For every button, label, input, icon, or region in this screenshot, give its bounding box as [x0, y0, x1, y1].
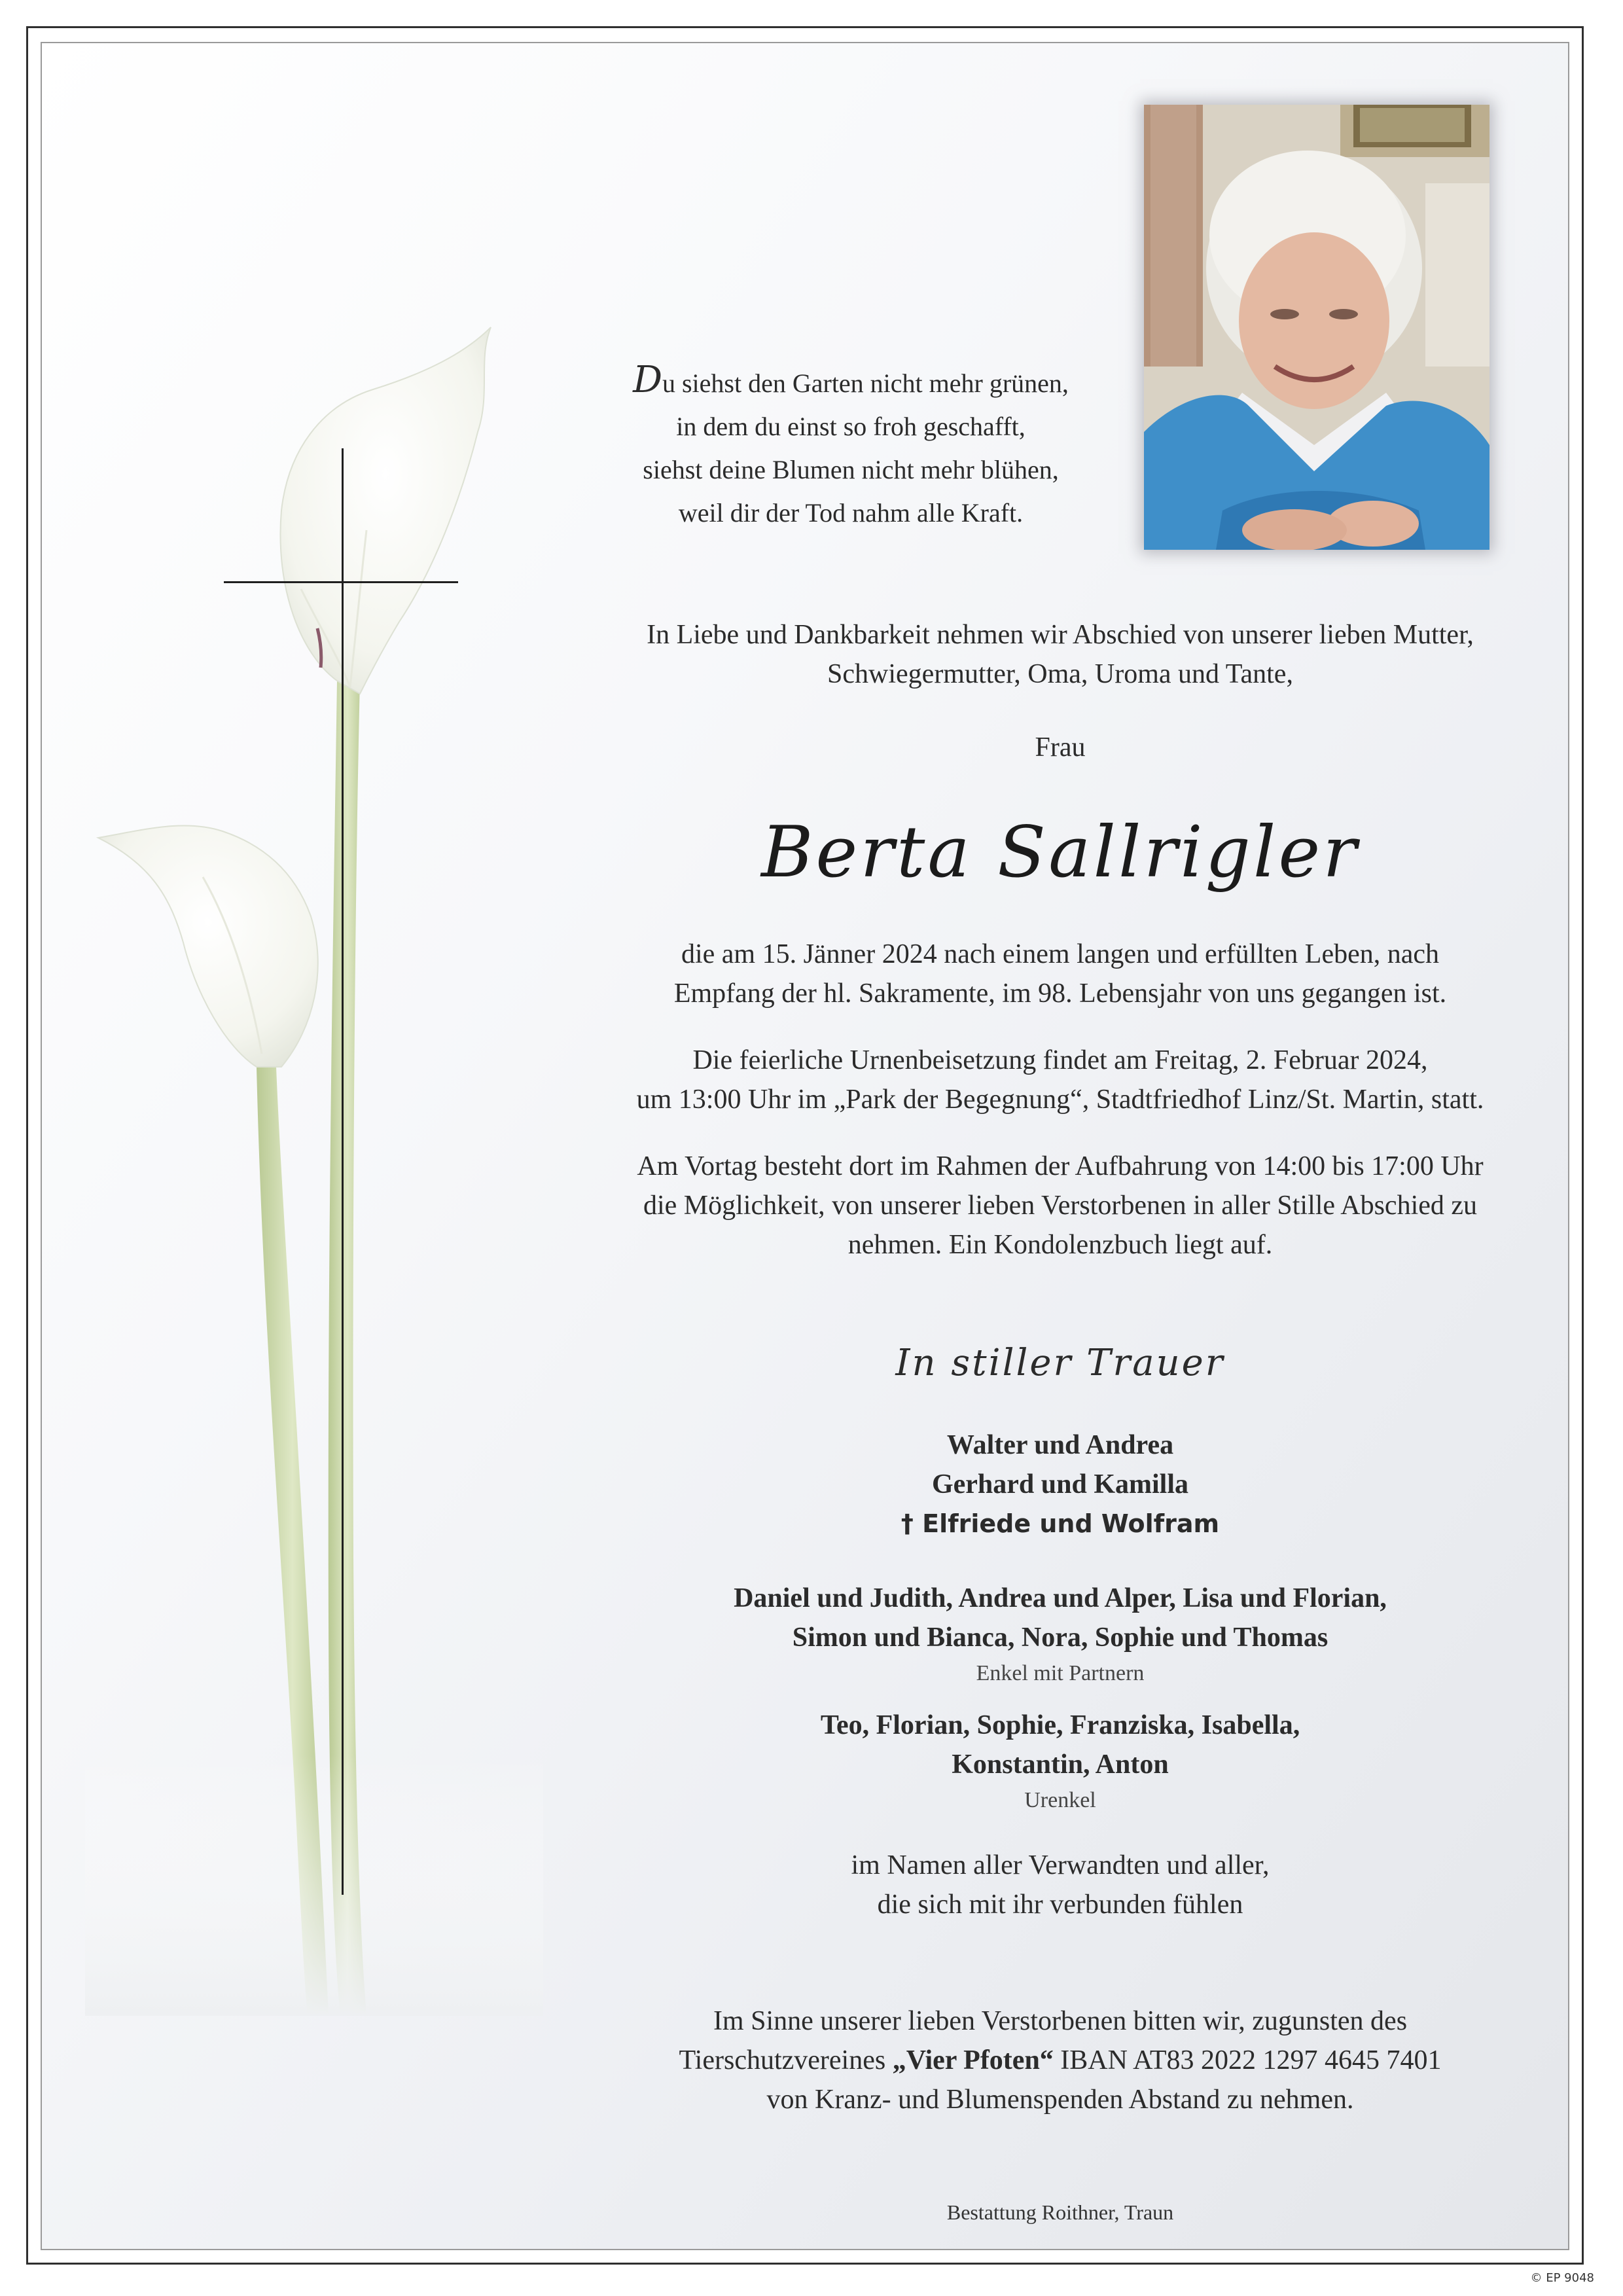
- poem-line-2: in dem du einst so froh geschafft,: [676, 412, 1026, 441]
- poem-line-3: siehst deine Blumen nicht mehr blühen,: [643, 455, 1059, 484]
- cross-vertical: [342, 448, 344, 1895]
- calla-lily-illustration: [85, 314, 543, 2016]
- donation-line-3: von Kranz- und Blumenspenden Abstand zu nehmen.: [766, 2085, 1354, 2115]
- relatives-text: [524, 1846, 1597, 1924]
- funeral-line-1: Die feierliche Urnenbeisetzung findet am Freitag, 2. Februar 2024,: [692, 1045, 1428, 1075]
- viewing-line-3: nehmen. Ein Kondolenzbuch liegt auf.: [847, 1230, 1273, 1260]
- death-notice-line-1: die am 15. Jänner 2024 nach einem langen und erfüllten Leben, nach: [681, 939, 1440, 969]
- children-line-2: Gerhard und Kamilla: [931, 1469, 1189, 1499]
- funeral-home: Bestattung Roithner, Traun: [946, 2200, 1174, 2224]
- grandchildren-caption: Enkel mit Partnern: [976, 1661, 1145, 1685]
- donation-line-1: Im Sinne unserer lieben Verstorbenen bitten wir, zugunsten des: [713, 2006, 1408, 2036]
- relatives-line-1: im Namen aller Verwandten und aller,: [851, 1850, 1270, 1880]
- great-grandchildren-caption: Urenkel: [1024, 1788, 1096, 1812]
- poem: [524, 359, 1178, 535]
- portrait-photo: [1144, 105, 1489, 550]
- poem-line-4: weil dir der Tod nahm alle Kraft.: [678, 498, 1024, 528]
- donation-line-2-start: Tierschutzvereines: [679, 2045, 893, 2075]
- poem-line-1: [524, 359, 1178, 405]
- intro-line-1: In Liebe und Dankbarkeit nehmen wir Abschied von unserer lieben Mutter,: [647, 620, 1474, 650]
- mourning-heading: In stiller Trauer: [895, 1342, 1225, 1384]
- great-grandchildren-line-1: Teo, Florian, Sophie, Franziska, Isabella,: [820, 1710, 1300, 1740]
- children-list: [524, 1426, 1597, 1543]
- intro-text: [524, 615, 1597, 694]
- great-grandchildren-list: [524, 1706, 1597, 1784]
- death-notice-line-2: Empfang der hl. Sakramente, im 98. Lebensjahr von uns gegangen ist.: [673, 978, 1447, 1009]
- great-grandchildren-line-2: Konstantin, Anton: [952, 1749, 1169, 1780]
- poem-initial: D: [633, 359, 662, 401]
- donation-line-2: [524, 2041, 1597, 2080]
- grandchildren-line-2: Simon und Bianca, Nora, Sophie und Thomas: [792, 1623, 1329, 1653]
- intro-line-2: Schwiegermutter, Oma, Uroma und Tante,: [827, 659, 1293, 689]
- viewing-line-2: die Möglichkeit, von unserer lieben Verstorbenen in aller Stille Abschied zu: [643, 1191, 1478, 1221]
- grandchildren-line-1: Daniel und Judith, Andrea und Alper, Lisa und Florian,: [734, 1583, 1387, 1613]
- cross-horizontal: [224, 581, 458, 583]
- viewing-line-1: Am Vortag besteht dort im Rahmen der Aufbahrung von 14:00 bis 17:00 Uhr: [637, 1151, 1484, 1181]
- deceased-name: Berta Sallrigler: [761, 812, 1359, 893]
- viewing-info: [524, 1147, 1597, 1265]
- copyright-notice: © EP 9048: [1530, 2271, 1594, 2285]
- funeral-line-2: um 13:00 Uhr im „Park der Begegnung“, Stadtfriedhof Linz/St. Martin, statt.: [636, 1085, 1484, 1115]
- donation-iban: IBAN AT83 2022 1297 4645 7401: [1053, 2045, 1442, 2075]
- grandchildren-list: [524, 1579, 1597, 1657]
- children-line-1: Walter und Andrea: [946, 1430, 1174, 1460]
- children-line-3: † Elfriede und Wolfram: [901, 1509, 1220, 1538]
- death-notice: [524, 935, 1597, 1013]
- poem-line-1-text: u siehst den Garten nicht mehr grünen,: [662, 368, 1069, 398]
- salutation: Frau: [1035, 732, 1086, 762]
- relatives-line-2: die sich mit ihr verbunden fühlen: [877, 1890, 1243, 1920]
- donation-request: [524, 2001, 1597, 2119]
- funeral-info: [524, 1041, 1597, 1119]
- donation-organization: „Vier Pfoten“: [892, 2045, 1054, 2075]
